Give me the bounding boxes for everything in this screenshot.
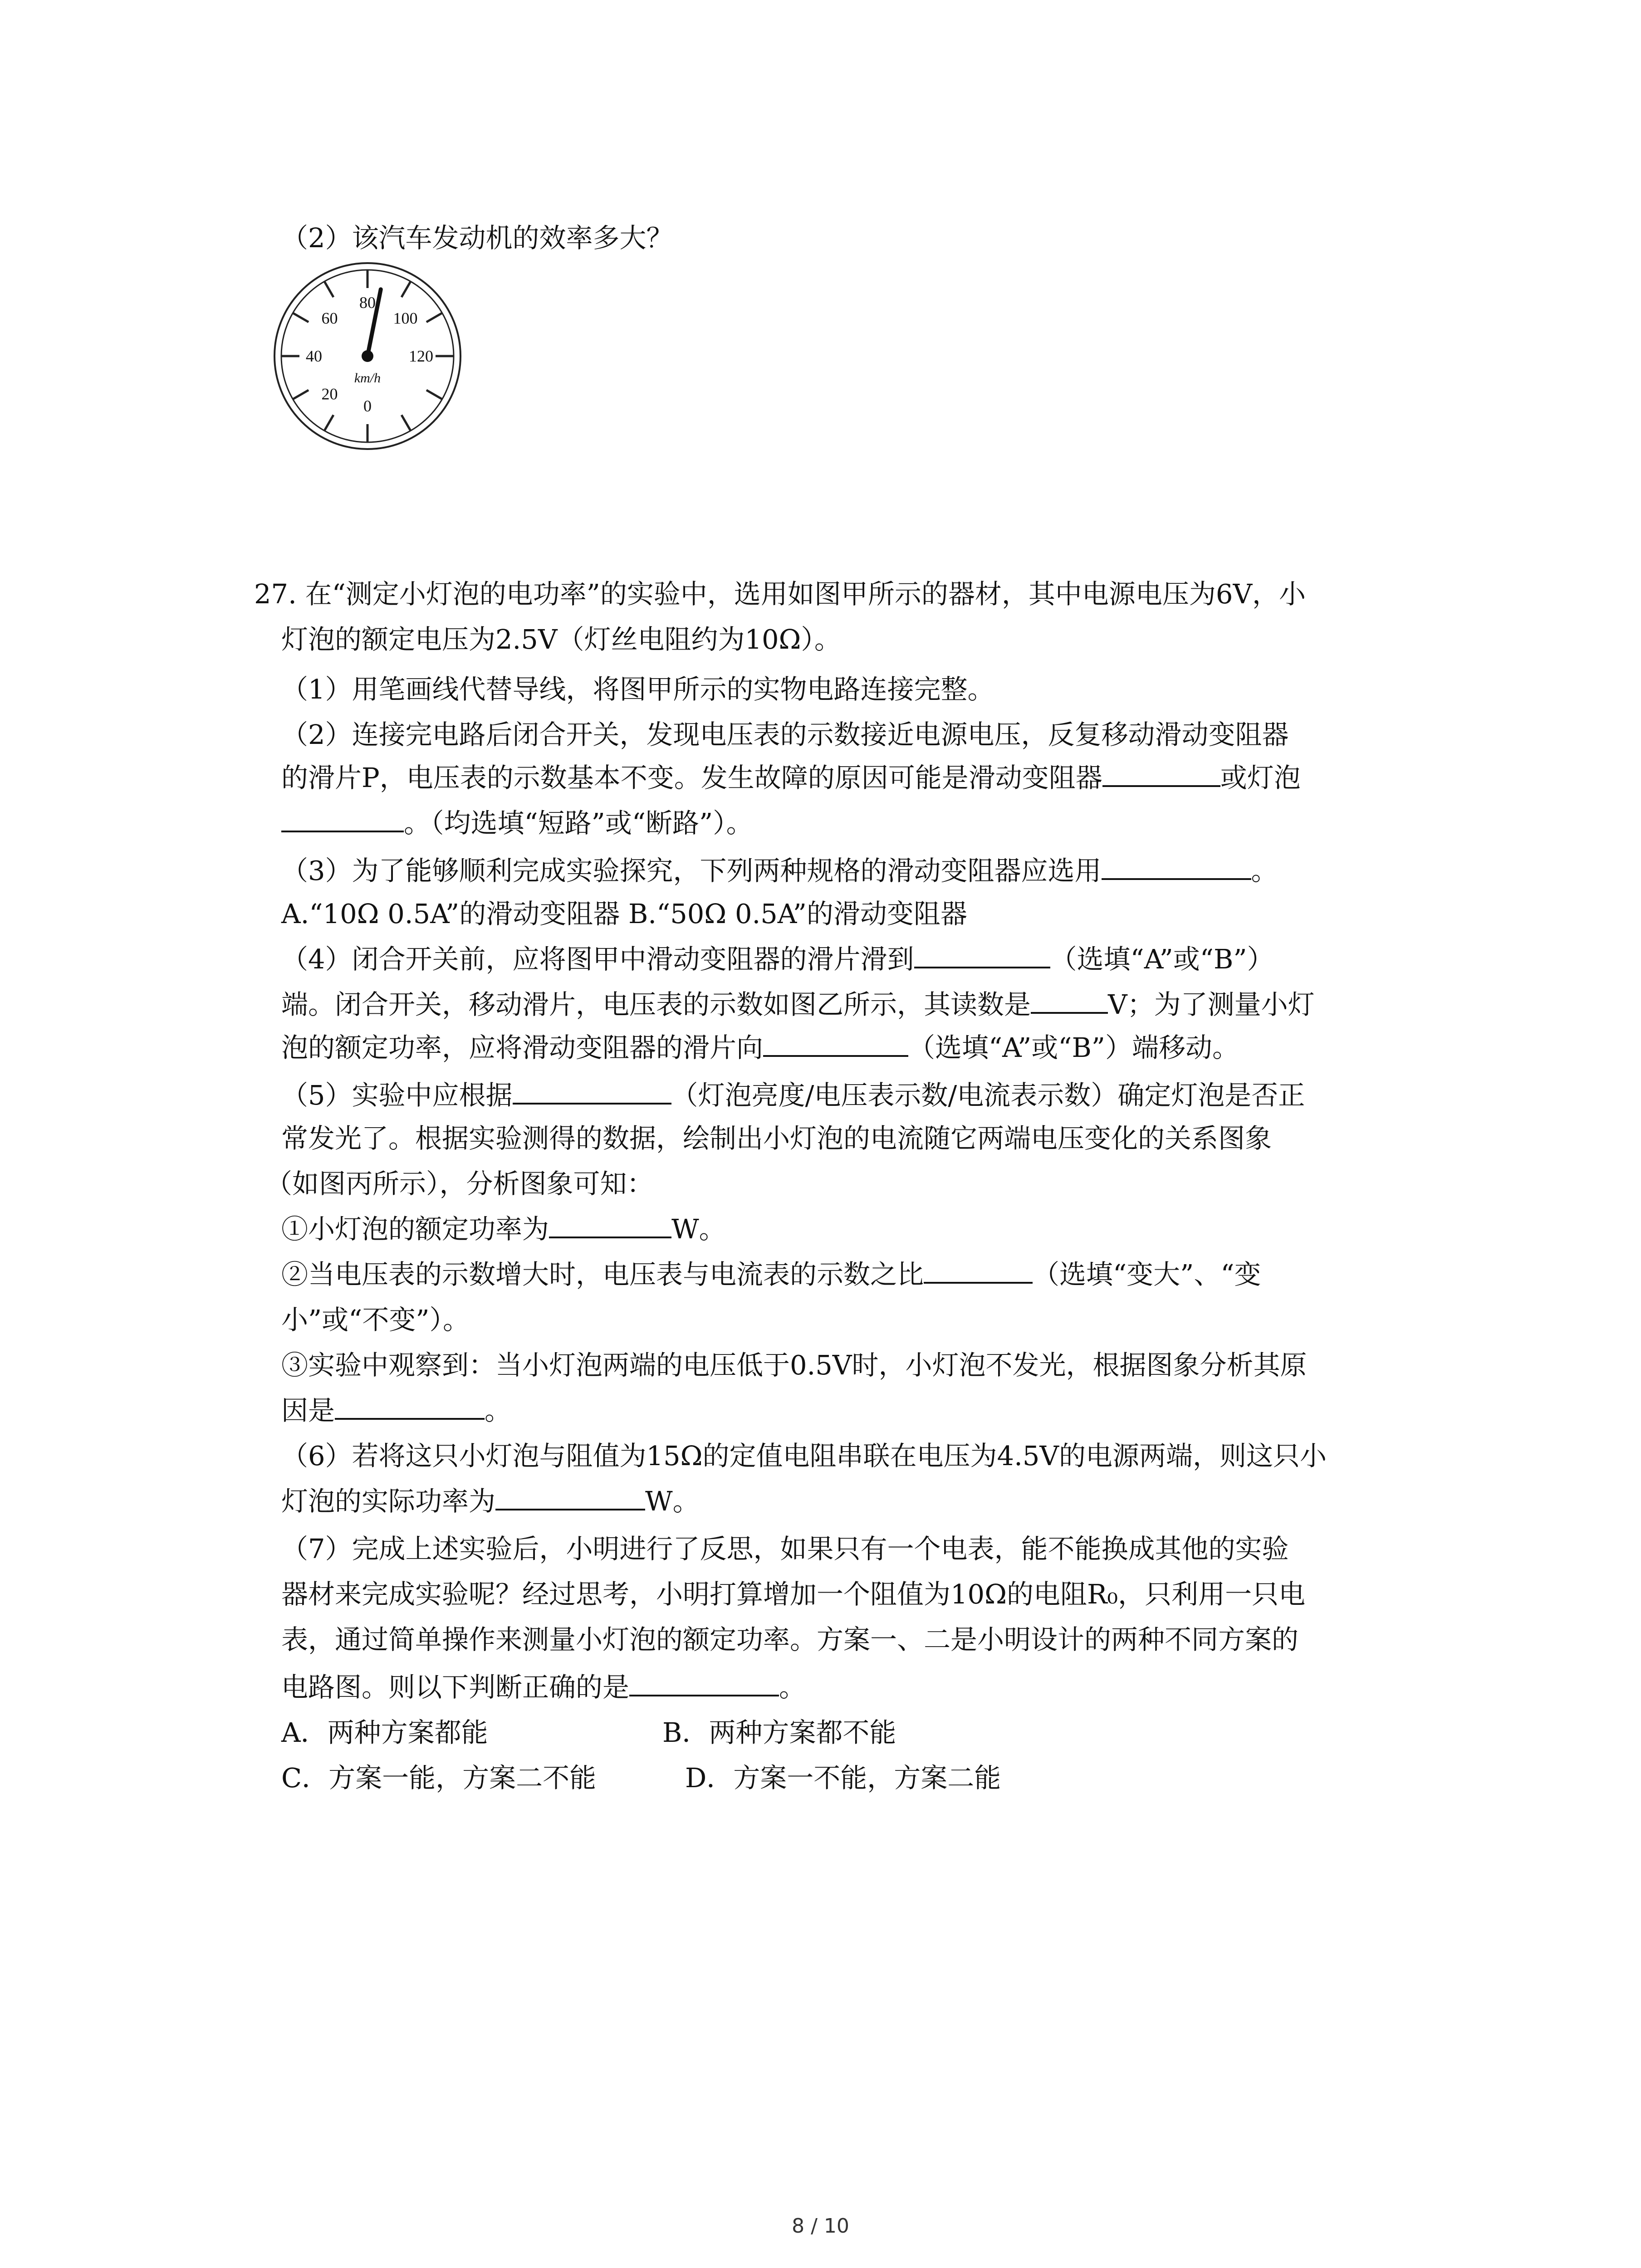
q27-line8: A.“10Ω 0.5A”的滑动变阻器 B.“50Ω 0.5A”的滑动变阻器 bbox=[281, 898, 967, 929]
q27-line17: 小”或“不变”）。 bbox=[281, 1304, 470, 1335]
dial-unit-label: km/h bbox=[354, 371, 381, 386]
q27-line24: 表，通过简单操作来测量小灯泡的额定功率。方案一、二是小明设计的两种不同方案的 bbox=[281, 1624, 1299, 1655]
option-a: A．两种方案都能 bbox=[281, 1717, 488, 1748]
dial-label: 40 bbox=[306, 347, 322, 365]
q26-part2: （2）该汽车发动机的效率多大？ bbox=[281, 222, 673, 254]
q27-line2: 灯泡的额定电压为2.5V（灯丝电阻约为10Ω）。 bbox=[281, 624, 841, 655]
q27-line13: 常发光了。根据实验测得的数据，绘制出小灯泡的电流随它两端电压变化的关系图象 bbox=[281, 1123, 1272, 1154]
dial-tick bbox=[402, 415, 411, 431]
dial-tick bbox=[293, 313, 309, 322]
dial-tick bbox=[426, 313, 442, 322]
dial-hub bbox=[362, 350, 373, 362]
q27-line3: （1）用笔画线代替导线，将图甲所示的实物电路连接完整。 bbox=[281, 674, 994, 705]
dial-tick bbox=[402, 281, 411, 297]
option-b: B．两种方案都不能 bbox=[662, 1717, 896, 1748]
q27-line25: 电路图。则以下判断正确的是 。 bbox=[281, 1669, 806, 1706]
q27-line15: ①小灯泡的额定功率为 W。 bbox=[281, 1211, 726, 1247]
speedometer-svg bbox=[272, 261, 463, 451]
answer-blank[interactable] bbox=[513, 1077, 671, 1105]
q27-line11: 泡的额定功率，应将滑动变阻器的滑片向 （选填“A”或“B”）端移动。 bbox=[281, 1030, 1239, 1066]
q27-line21: 灯泡的实际功率为 W。 bbox=[281, 1483, 700, 1520]
q27-line16: ②当电压表的示数增大时，电压表与电流表的示数之比 （选填“变大”、“变 bbox=[281, 1256, 1261, 1293]
answer-blank[interactable] bbox=[549, 1211, 671, 1238]
answer-blank[interactable] bbox=[495, 1483, 645, 1510]
answer-blank[interactable] bbox=[629, 1669, 779, 1696]
dial-label: 20 bbox=[321, 385, 338, 403]
q27-line12: （5）实验中应根据 （灯泡亮度/电压表示数/电流表示数）确定灯泡是否正 bbox=[281, 1077, 1305, 1114]
q27-line10: 端。闭合开关，移动滑片，电压表的示数如图乙所示，其读数是 V；为了测量小灯 bbox=[281, 987, 1315, 1023]
dial-tick bbox=[324, 415, 333, 431]
q27-line9: （4）闭合开关前，应将图甲中滑动变阻器的滑片滑到 （选填“A”或“B”） bbox=[281, 941, 1274, 978]
q27-line7: （3）为了能够顺利完成实验探究，下列两种规格的滑动变阻器应选用 。 bbox=[281, 853, 1278, 889]
answer-blank[interactable] bbox=[281, 805, 404, 832]
answer-blank[interactable] bbox=[1031, 987, 1108, 1014]
page-number: 8 / 10 bbox=[792, 2214, 849, 2238]
dial-label: 100 bbox=[393, 309, 418, 327]
answer-blank[interactable] bbox=[914, 941, 1050, 968]
dial-label: 120 bbox=[409, 347, 433, 365]
dial-tick bbox=[293, 390, 309, 399]
option-d: D．方案一不能，方案二能 bbox=[685, 1762, 1001, 1794]
answer-blank[interactable] bbox=[1102, 760, 1220, 787]
answer-blank[interactable] bbox=[335, 1393, 485, 1420]
dial-label: 0 bbox=[363, 397, 372, 415]
q27-line23: 器材来完成实验呢？经过思考，小明打算增加一个阻值为10Ω的电阻R₀，只利用一只电 bbox=[281, 1579, 1306, 1610]
q27-line19: 因是 。 bbox=[281, 1393, 511, 1429]
q27-line18: ③实验中观察到：当小灯泡两端的电压低于0.5V时，小灯泡不发光，根据图象分析其原 bbox=[281, 1349, 1307, 1381]
dial-label: 60 bbox=[321, 309, 338, 327]
dial-tick bbox=[426, 390, 442, 399]
q27-line22: （7）完成上述实验后，小明进行了反思，如果只有一个电表，能不能换成其他的实验 bbox=[281, 1533, 1289, 1564]
q27-line14: （如图丙所示），分析图象可知： bbox=[265, 1168, 654, 1199]
q27-line20: （6）若将这只小灯泡与阻值为15Ω的定值电阻串联在电压为4.5V的电源两端，则这只小 bbox=[281, 1440, 1327, 1471]
answer-blank[interactable] bbox=[1102, 853, 1251, 880]
q27-line1: 27. 在“测定小灯泡的电功率”的实验中，选用如图甲所示的器材，其中电源电压为6V，小 bbox=[254, 578, 1306, 610]
dial-tick bbox=[324, 281, 333, 297]
q27-line6: 。（均选填“短路”或“断路”）。 bbox=[281, 805, 753, 841]
q27-line5: 的滑片P，电压表的示数基本不变。发生故障的原因可能是滑动变阻器 或灯泡 bbox=[281, 760, 1301, 796]
option-c: C．方案一能，方案二不能 bbox=[281, 1762, 597, 1794]
speedometer-figure bbox=[272, 261, 463, 451]
answer-blank[interactable] bbox=[763, 1030, 908, 1057]
dial-label: 80 bbox=[359, 293, 376, 312]
answer-blank[interactable] bbox=[924, 1256, 1033, 1284]
q27-line4: （2）连接完电路后闭合开关，发现电压表的示数接近电源电压，反复移动滑动变阻器 bbox=[281, 719, 1289, 750]
